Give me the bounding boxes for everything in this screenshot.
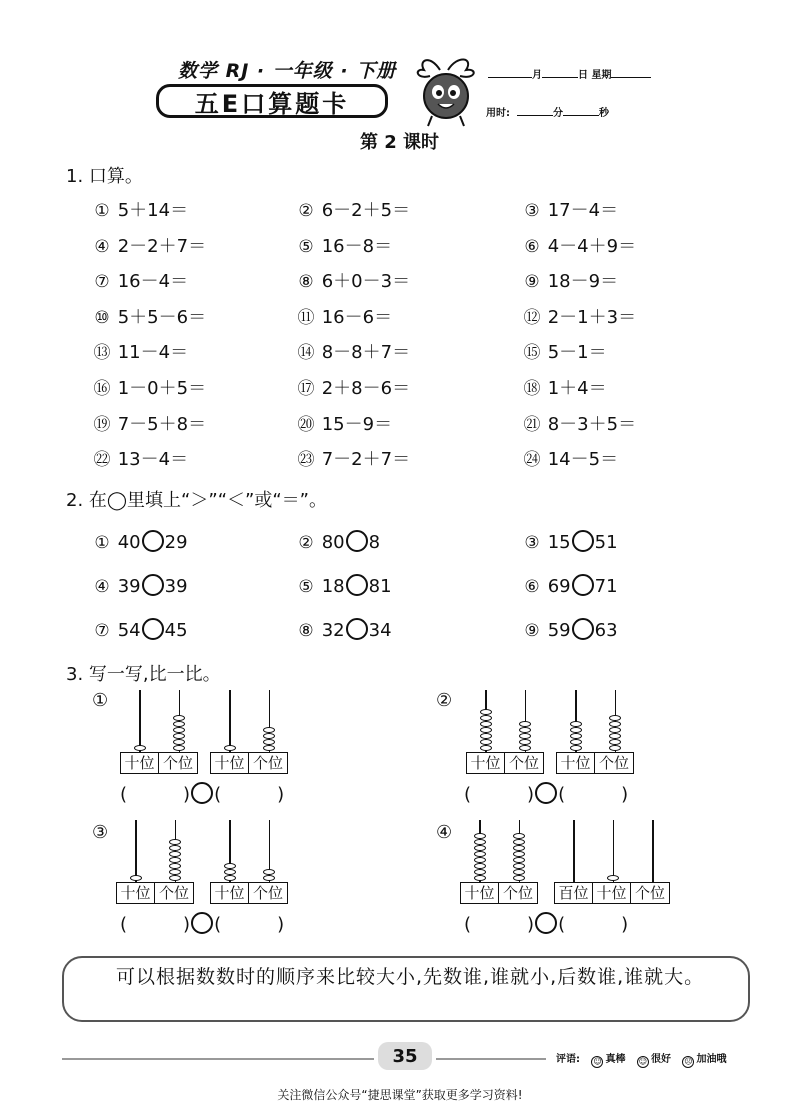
answer-circle[interactable]	[346, 618, 368, 640]
calc-item	[522, 445, 618, 471]
calc-item	[296, 338, 410, 364]
left-number: 59	[547, 620, 571, 641]
problem-number: ③	[92, 822, 109, 843]
expression: 7－5＋8＝	[117, 413, 207, 435]
item-number: ⑥	[524, 577, 540, 597]
eval-cheer: 加油哦	[696, 1054, 727, 1065]
abacus-bead	[513, 875, 525, 881]
abacus-bead	[480, 745, 492, 751]
answer-circle[interactable]	[142, 530, 164, 552]
expression: 14－5＝	[547, 449, 619, 471]
place-label-tens: 十位	[117, 883, 155, 903]
abacus-bead	[474, 857, 486, 863]
calc-item	[92, 303, 206, 329]
abacus-bead	[224, 745, 236, 751]
answer-circle[interactable]	[535, 912, 557, 934]
abacus-bead	[609, 745, 621, 751]
day-label: 日	[578, 70, 588, 81]
item-number: ⑩	[94, 307, 110, 328]
calc-item	[522, 374, 607, 400]
compare-item	[522, 530, 618, 553]
abacus-bead	[263, 875, 275, 881]
left-number: 39	[117, 576, 141, 597]
abacus-bead	[513, 863, 525, 869]
paren-left: (	[214, 784, 222, 805]
compare-item	[522, 574, 618, 597]
place-label-ones: 个位	[634, 884, 665, 902]
compare-item	[522, 618, 618, 641]
abacus-bead	[609, 721, 621, 727]
abacus-bead	[519, 721, 531, 727]
abacus-bead	[169, 863, 181, 869]
abacus-bead	[480, 733, 492, 739]
place-label-tens: 十位	[461, 883, 499, 903]
left-number: 80	[321, 532, 345, 553]
expression: 1＋4＝	[547, 378, 607, 399]
calc-item	[296, 410, 392, 436]
calc-item	[296, 232, 392, 258]
place-label-tens: 十位	[467, 753, 505, 773]
expression: 15－9＝	[321, 413, 393, 435]
place-label-tens: 十位	[211, 753, 249, 773]
abacus-bead	[570, 721, 582, 727]
answer-circle[interactable]	[572, 530, 594, 552]
paren-right: )	[183, 784, 191, 805]
calc-item	[522, 303, 636, 329]
calc-item	[522, 410, 636, 436]
answer-circle[interactable]	[346, 574, 368, 596]
abacus-bead	[474, 875, 486, 881]
paren-left: (	[214, 914, 222, 935]
expression: 17－4＝	[547, 200, 619, 221]
item-number: ⑨	[524, 272, 540, 293]
minute-label: 分	[552, 108, 563, 119]
answer-circle[interactable]	[191, 912, 213, 934]
calc-item	[522, 267, 618, 293]
abacus-bead	[480, 721, 492, 727]
item-number: ④	[94, 577, 110, 597]
eval-great: 真棒	[605, 1054, 626, 1065]
item-number: ⑱	[523, 379, 541, 399]
calc-item	[92, 410, 206, 436]
month-label: 月	[532, 70, 542, 81]
place-label-ones: 个位	[508, 754, 539, 772]
abacus-bead	[130, 875, 142, 881]
abacus-bead	[173, 745, 185, 751]
expression: 6＋0－3＝	[321, 271, 411, 293]
calc-item	[296, 303, 392, 329]
calc-item	[92, 445, 188, 471]
abacus-bead	[513, 851, 525, 857]
item-number: ㉒	[93, 450, 111, 471]
left-number: 15	[547, 532, 571, 553]
item-number: ⑬	[93, 343, 111, 364]
place-label-tens: 十位	[593, 883, 631, 903]
answer-circle[interactable]	[572, 574, 594, 596]
abacus-bead	[570, 727, 582, 733]
item-number: ⑯	[93, 379, 111, 399]
abacus-bead	[263, 727, 275, 733]
right-number: 63	[594, 620, 618, 641]
abacus-bead	[570, 745, 582, 751]
abacus-rod	[652, 820, 654, 882]
abacus-bead	[513, 839, 525, 845]
abacus-bead	[480, 727, 492, 733]
abacus-bead	[173, 727, 185, 733]
paren-left: (	[120, 914, 128, 935]
paren-right: )	[277, 914, 285, 935]
expression: 5＋5－6＝	[117, 306, 207, 328]
left-number: 69	[547, 576, 571, 597]
item-number: ①	[94, 533, 110, 553]
item-number: ⑨	[524, 621, 540, 641]
expression: 18－9＝	[547, 271, 619, 293]
item-number: ⑦	[94, 621, 110, 641]
banner-title: 五E口算题卡	[156, 84, 388, 118]
minute-blank[interactable]	[517, 106, 553, 116]
page-number: 35	[378, 1042, 432, 1070]
tip-text: 可以根据数数时的顺序来比较大小,先数谁,谁就小,后数谁,谁就大。	[116, 966, 705, 988]
abacus-bead	[474, 869, 486, 875]
abacus-bead	[173, 739, 185, 745]
right-number: 34	[368, 620, 392, 641]
cheer-face-icon[interactable]: ☹	[684, 1057, 693, 1066]
item-number: ⑰	[297, 379, 315, 399]
abacus-bead	[474, 845, 486, 851]
good-face-icon[interactable]: ☺	[638, 1057, 648, 1066]
abacus-rod	[573, 820, 575, 882]
paren-right: )	[527, 914, 535, 935]
abacus-bead	[513, 869, 525, 875]
paren-right: )	[527, 784, 535, 805]
left-number: 54	[117, 620, 141, 641]
abacus-bead	[263, 733, 275, 739]
place-label-tens: 十位	[121, 753, 159, 773]
compare-item	[296, 530, 380, 553]
expression: 7－2＋7＝	[321, 449, 411, 471]
time-fields	[486, 104, 609, 119]
item-number: ③	[524, 533, 540, 553]
place-label-hundreds: 百位	[555, 883, 593, 903]
abacus-bead	[173, 733, 185, 739]
abacus-bead	[224, 863, 236, 869]
place-value-box	[554, 882, 670, 904]
day-blank[interactable]	[542, 68, 578, 78]
abacus-bead	[173, 721, 185, 727]
calc-item	[522, 338, 607, 364]
answer-circle[interactable]	[142, 618, 164, 640]
problem-number: ②	[436, 690, 453, 711]
item-number: ⑮	[523, 343, 541, 364]
eval-label: 评语:	[556, 1054, 580, 1065]
expression: 11－4＝	[117, 342, 189, 364]
place-value-box	[210, 882, 288, 904]
item-number: ⑧	[298, 621, 314, 641]
abacus-rod	[135, 820, 137, 882]
compare-item	[296, 618, 392, 641]
right-number: 71	[594, 576, 618, 597]
item-number: ②	[298, 533, 314, 553]
item-number: ③	[524, 201, 540, 221]
place-value-box	[116, 882, 194, 904]
answer-circle[interactable]	[572, 618, 594, 640]
place-value-box	[210, 752, 288, 774]
paren-left: (	[558, 784, 566, 805]
expression: 16－8＝	[321, 235, 393, 257]
abacus-bead	[609, 733, 621, 739]
book-subtitle: 数学 RJ · 一年级 · 下册	[178, 60, 397, 82]
calc-item	[522, 196, 618, 222]
place-label-tens: 十位	[557, 753, 595, 773]
paren-left: (	[464, 784, 472, 805]
abacus-bead	[474, 851, 486, 857]
place-label-ones: 个位	[162, 754, 193, 772]
abacus-bead	[263, 739, 275, 745]
place-value-box	[466, 752, 544, 774]
expression: 2－2＋7＝	[117, 235, 207, 257]
footer-divider-left	[62, 1058, 374, 1060]
abacus-bead	[609, 715, 621, 721]
calc-item	[522, 232, 636, 258]
calc-item	[92, 338, 188, 364]
item-number: ㉔	[523, 450, 541, 471]
expression: 8－3＋5＝	[547, 413, 637, 435]
expression: 2＋8－6＝	[321, 378, 411, 399]
abacus-bead	[224, 869, 236, 875]
abacus-bead	[474, 833, 486, 839]
answer-circle[interactable]	[535, 782, 557, 804]
month-blank[interactable]	[488, 68, 532, 78]
paren-left: (	[464, 914, 472, 935]
abacus-bead	[480, 739, 492, 745]
answer-circle[interactable]	[346, 530, 368, 552]
item-number: ⑤	[298, 577, 314, 597]
right-number: 39	[164, 576, 188, 597]
item-number: ⑪	[297, 307, 315, 328]
place-label-ones: 个位	[252, 754, 283, 772]
item-number: ⑦	[94, 272, 110, 293]
item-number: ⑲	[93, 414, 111, 435]
compare-item	[92, 530, 188, 553]
place-label-ones: 个位	[502, 884, 533, 902]
expression: 1－0＋5＝	[117, 378, 207, 399]
calc-item	[92, 374, 206, 400]
paren-right: )	[183, 914, 191, 935]
problem-number: ①	[92, 690, 109, 711]
calc-item	[296, 267, 410, 293]
abacus-bead	[134, 745, 146, 751]
abacus-bead	[474, 863, 486, 869]
expression: 16－6＝	[321, 306, 393, 328]
paren-right: )	[621, 784, 629, 805]
abacus-bead	[519, 739, 531, 745]
abacus-bead	[173, 715, 185, 721]
answer-row	[120, 782, 284, 805]
right-number: 81	[368, 576, 392, 597]
expression: 5＋14＝	[117, 200, 189, 221]
evaluation	[556, 1050, 726, 1068]
answer-row	[120, 912, 284, 935]
abacus-bead	[513, 857, 525, 863]
right-number: 8	[368, 532, 381, 553]
abacus-bead	[570, 739, 582, 745]
item-number: ㉑	[523, 414, 541, 435]
abacus-bead	[169, 857, 181, 863]
paren-right: )	[277, 784, 285, 805]
item-number: ④	[94, 236, 110, 257]
place-label-ones: 个位	[252, 884, 283, 902]
abacus-bead	[169, 845, 181, 851]
item-number: ⑫	[523, 307, 541, 328]
second-blank[interactable]	[563, 106, 599, 116]
abacus-bead	[519, 745, 531, 751]
abacus-bead	[263, 745, 275, 751]
calc-item	[296, 445, 410, 471]
calc-item	[92, 267, 188, 293]
expression: 4－4＋9＝	[547, 235, 637, 257]
expression: 2－1＋3＝	[547, 306, 637, 328]
abacus-bead	[607, 875, 619, 881]
item-number: ②	[298, 201, 314, 221]
abacus-bead	[169, 851, 181, 857]
calc-item	[296, 196, 410, 222]
abacus-bead	[513, 833, 525, 839]
expression: 8－8＋7＝	[321, 342, 411, 364]
date-fields	[488, 66, 651, 81]
second-label: 秒	[598, 108, 609, 119]
answer-row	[464, 912, 628, 935]
left-number: 18	[321, 576, 345, 597]
abacus-bead	[480, 715, 492, 721]
promo-text: 关注微信公众号“捷思课堂”获取更多学习资料!	[277, 1088, 523, 1102]
calc-item	[92, 196, 188, 222]
section1-title: 1. 口算。	[66, 166, 143, 187]
expression: 13－4＝	[117, 449, 189, 471]
item-number: ①	[94, 201, 110, 221]
item-number: ⑧	[298, 272, 314, 293]
footer-divider-right	[436, 1058, 546, 1060]
place-value-box	[460, 882, 538, 904]
abacus-bead	[224, 875, 236, 881]
place-value-box	[120, 752, 198, 774]
mascot-icon	[410, 52, 482, 128]
abacus-bead	[519, 727, 531, 733]
abacus-bead	[263, 869, 275, 875]
right-number: 51	[594, 532, 618, 553]
item-number: ㉓	[297, 450, 315, 471]
calc-item	[296, 374, 410, 400]
abacus-bead	[474, 839, 486, 845]
abacus-bead	[480, 709, 492, 715]
item-number: ⑥	[524, 236, 540, 257]
eval-good: 很好	[650, 1054, 671, 1065]
compare-item	[92, 574, 188, 597]
week-label: 星期	[591, 70, 612, 81]
abacus-bead	[519, 733, 531, 739]
abacus-bead	[609, 739, 621, 745]
item-number: ⑤	[298, 236, 314, 257]
place-label-ones: 个位	[598, 754, 629, 772]
answer-circle[interactable]	[142, 574, 164, 596]
place-value-box	[556, 752, 634, 774]
left-number: 40	[117, 532, 141, 553]
compare-item	[296, 574, 392, 597]
paren-left: (	[558, 914, 566, 935]
abacus-rod	[229, 690, 231, 752]
week-blank[interactable]	[611, 68, 651, 78]
paren-right: )	[621, 914, 629, 935]
answer-circle[interactable]	[191, 782, 213, 804]
abacus-bead	[570, 733, 582, 739]
right-number: 45	[164, 620, 188, 641]
time-label: 用时:	[486, 108, 510, 119]
item-number: ⑳	[297, 414, 315, 435]
calc-item	[92, 232, 206, 258]
abacus-bead	[513, 845, 525, 851]
problem-number: ④	[436, 822, 453, 843]
item-number: ⑭	[297, 343, 315, 364]
abacus-rod	[139, 690, 141, 752]
section2-title: 2. 在◯里填上“＞”“＜”或“＝”。	[66, 490, 327, 511]
expression: 16－4＝	[117, 271, 189, 293]
right-number: 29	[164, 532, 188, 553]
left-number: 32	[321, 620, 345, 641]
abacus-bead	[609, 727, 621, 733]
abacus-rod	[613, 820, 615, 882]
place-label-ones: 个位	[158, 884, 189, 902]
abacus-bead	[169, 839, 181, 845]
lesson-title: 第 2 课时	[360, 132, 440, 153]
expression: 6－2＋5＝	[321, 200, 411, 221]
great-face-icon[interactable]: ☺	[593, 1057, 602, 1066]
section3-title: 3. 写一写,比一比。	[66, 664, 221, 685]
compare-item	[92, 618, 188, 641]
paren-left: (	[120, 784, 128, 805]
place-label-tens: 十位	[211, 883, 249, 903]
answer-row	[464, 782, 628, 805]
abacus-bead	[169, 869, 181, 875]
expression: 5－1＝	[547, 342, 607, 364]
abacus-bead	[169, 875, 181, 881]
